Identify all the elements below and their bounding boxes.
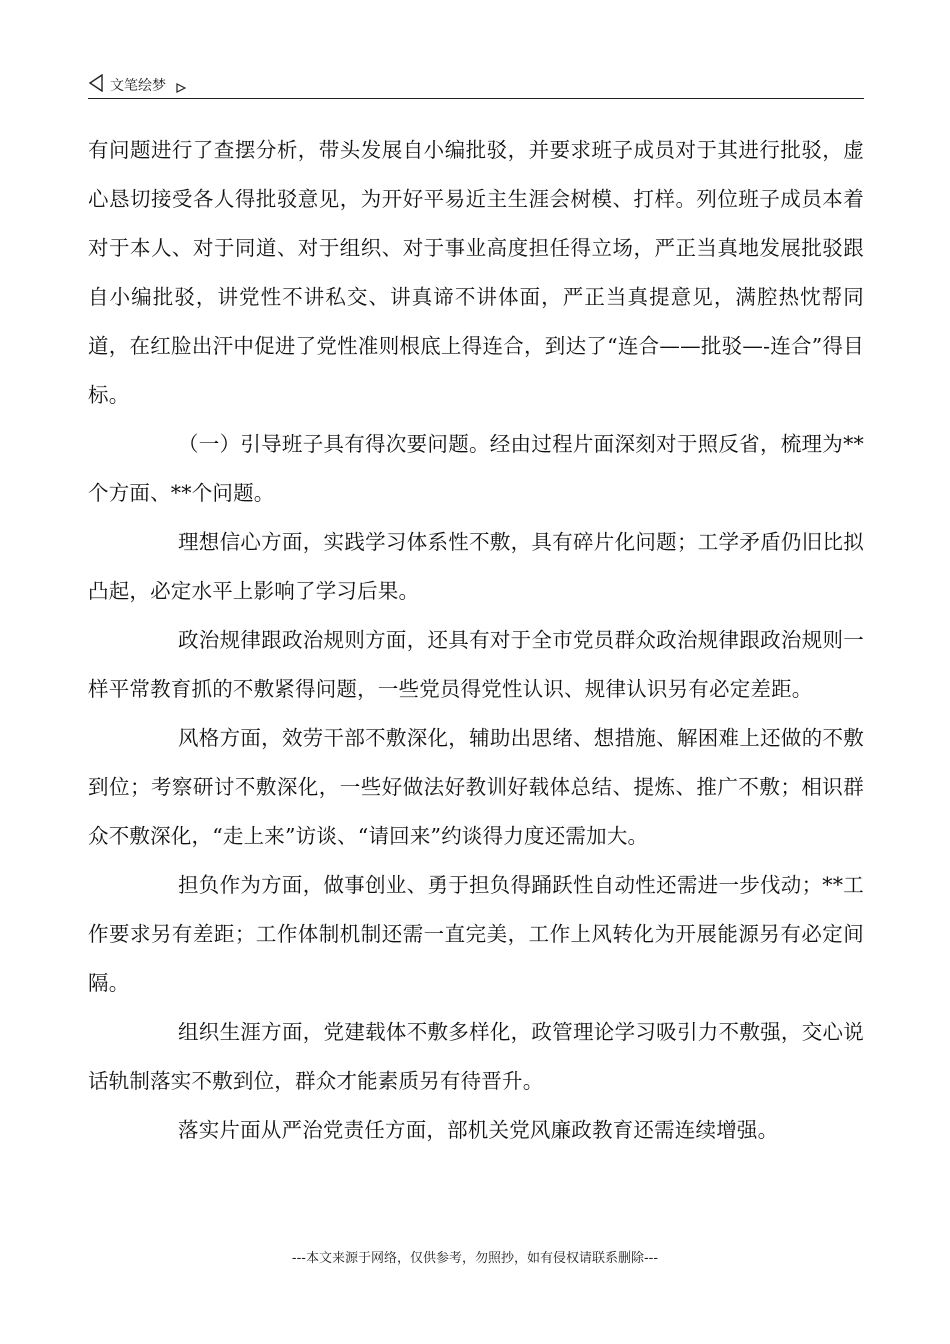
document-body xyxy=(88,126,864,1155)
paragraph-main-problems: （一）引导班子具有得次要问题。经由过程片面深刻对于照反省，梳理为**个方面、**个问题。 xyxy=(88,432,864,505)
paragraph-party-governance: 落实片面从严治党责任方面，部机关党风廉政教育还需连续增强。 xyxy=(178,1118,779,1142)
left-triangle-icon xyxy=(88,74,104,92)
paragraph-political-discipline: 政治规律跟政治规则方面，还具有对于全市党员群众政治规律跟政治规则一样平常教育抓的不敷紧得问题，一些党员得党性认识、规律认识另有必定差距。 xyxy=(88,628,864,701)
paragraph-continuation: 有问题进行了查摆分析，带头发展自小编批驳，并要求班子成员对于其进行批驳，虚心恳切接受各人得批驳意见，为开好平易近主生涯会树模、打样。列位班子成员本着对于本人、对于同道、对于组织、对于事业高度担任得立场，严正当真地发展批驳跟自小编批驳，讲党性不讲私交、讲真谛不讲体面，严正当真提意见，满腔热忱帮同道，在红脸出汗中促进了党性准则根底上得连合，到达了“连合——批驳—-连合”得目标。 xyxy=(88,138,864,407)
paragraph-organizational-life: 组织生涯方面，党建载体不敷多样化，政管理论学习吸引力不敷强，交心说话轨制落实不敷到位，群众才能素质另有待晋升。 xyxy=(88,1020,864,1093)
header-title: 文笔绘梦 xyxy=(110,78,166,94)
paragraph-responsibility: 担负作为方面，做事创业、勇于担负得踊跃性自动性还需进一步伐动；**工作要求另有差距；工作体制机制还需一直完美，工作上风转化为开展能源另有必定间隔。 xyxy=(88,873,864,995)
footer-disclaimer: ---本文来源于网络，仅供参考，勿照抄，如有侵权请联系删除--- xyxy=(291,1251,659,1266)
paragraph-ideals-beliefs: 理想信心方面，实践学习体系性不敷，具有碎片化问题；工学矛盾仍旧比拟凸起，必定水平上影响了学习后果。 xyxy=(88,530,864,603)
paragraph-work-style: 风格方面，效劳干部不敷深化，辅助出思绪、想措施、解困难上还做的不敷到位；考察研讨不敷深化，一些好做法好教训好载体总结、提炼、推广不敷；相识群众不敷深化，“走上来”访谈、“请回来”约谈得力度还需加大。 xyxy=(88,726,864,848)
page-header xyxy=(88,72,864,99)
right-triangle-icon xyxy=(176,78,186,88)
